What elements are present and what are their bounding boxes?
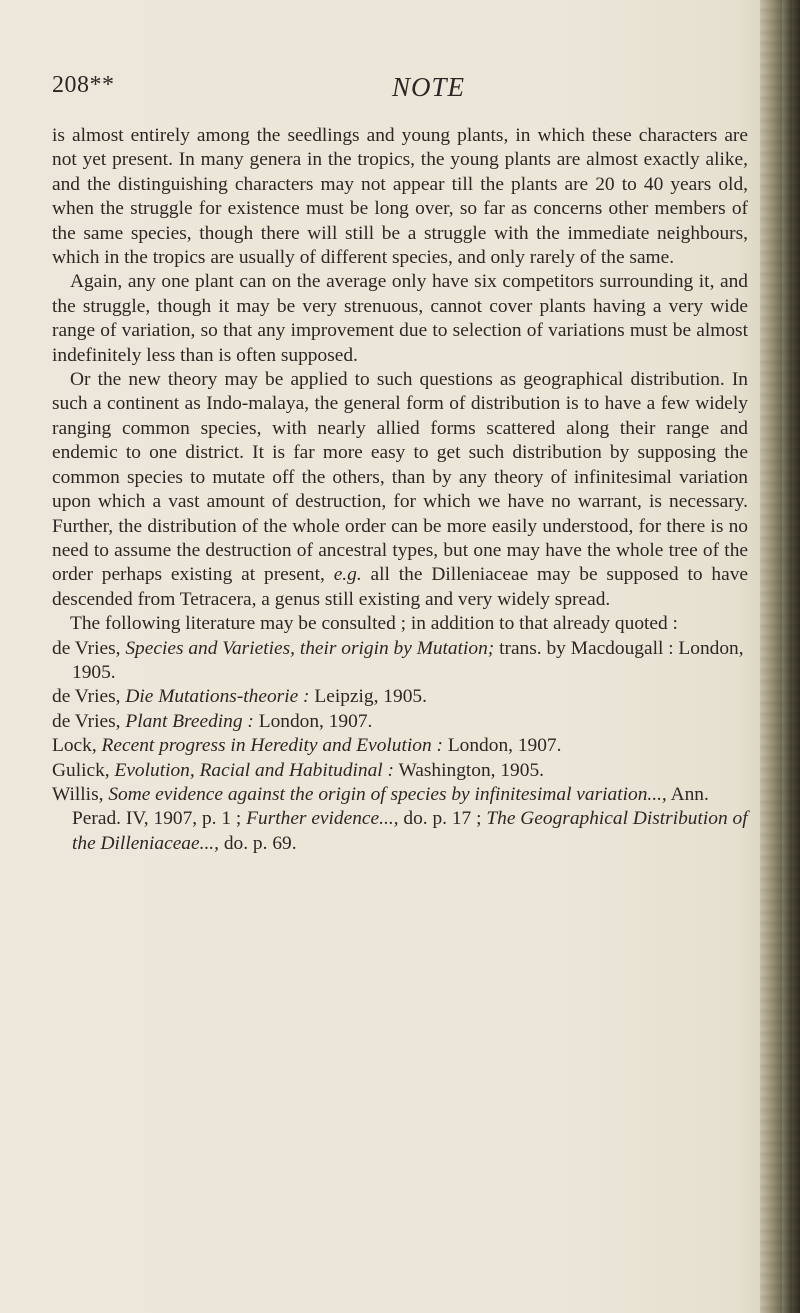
paragraph-2: Again, any one plant can on the average only have six competitors surrounding it, and the struggle, though it may be very strenuous, cannot cover plants having a very wide range of variation, so that any improvement due to selection of variations must be almost indefinitely less than is often supposed. [52, 271, 748, 366]
page-number: 208** [52, 72, 115, 98]
reference-item [52, 759, 748, 783]
page-header [52, 72, 732, 112]
paragraph-3-text: Or the new theory may be applied to such questions as geographical distribution. In such a continent as Indo-malaya, the general form of distribution is to have a few widely ranging common species, with nearly allied forms scattered along their range and endemic to one district. It is far more easy to get such distribution by supposing the common species to mutate off the others, than by any theory of infinitesimal variation upon which a vast amount of destruction, for which we have no warrant, is necessary. Further, the distribution of the whole order can be more easily understood, for there is no need to assume the destruction of ancestral types, but one may have the whole tree of the order perhaps existing at present, [52, 369, 748, 586]
spine-shadow [782, 0, 792, 1313]
reference-title: Die Mutations-theorie : [125, 686, 310, 708]
reference-author: de Vries, [52, 710, 126, 732]
paragraph-4: The following literature may be consulted ; in addition to that already quoted : [70, 613, 678, 635]
reference-details: London, 1907. [442, 735, 562, 757]
page-body [52, 124, 748, 856]
reference-title: Plant Breeding : [125, 710, 254, 732]
reference-details: Ann. Perad. IV, 1907, p. 1 ; [72, 783, 709, 830]
reference-title: Species and Varieties, their origin by Mutation; [125, 637, 495, 659]
paragraph-1: is almost entirely among the seedlings and young plants, in which these characters are not yet present. In many genera in the tropics, the young plants are almost exactly alike, and the distinguishing characters may not appear till the plants are 20 to 40 years old, when the struggle for existence must be long over, so far as concerns other members of the same species, though there will still be a struggle with the immediate neighbours, which in the tropics are usually of different species, and only rarely of the same. [52, 125, 748, 269]
reference-title-2: Further evidence..., [246, 808, 399, 830]
reference-item [52, 637, 748, 686]
reference-details: Leipzig, 1905. [309, 686, 427, 708]
reference-author: de Vries, [52, 637, 126, 659]
paragraph-3-tail: all the Dilleniaceae may be supposed to have descended from Tetracera, a genus still existing and very widely spread. [52, 564, 748, 610]
reference-author: Gulick, [52, 759, 115, 781]
reference-details: Washington, 1905. [394, 759, 544, 781]
reference-author: de Vries, [52, 686, 126, 708]
running-head: NOTE [392, 72, 466, 102]
reference-item [52, 710, 748, 734]
reference-author: Lock, [52, 735, 102, 757]
book-spine-edge [760, 0, 800, 1313]
reference-item [52, 685, 748, 709]
reference-author: Willis, [52, 783, 109, 805]
reference-details-2: do. p. 17 ; [398, 808, 487, 830]
reference-details: London, 1907. [253, 710, 373, 732]
reference-details-3: do. p. 69. [219, 832, 297, 854]
reference-title-3: The Geographical Distribution of the Dilleniaceae..., [72, 808, 748, 854]
reference-details: trans. by Macdougall : London, 1905. [72, 637, 744, 683]
reference-item [52, 783, 748, 856]
reference-title: Some evidence against the origin of species by infinitesimal variation..., [108, 783, 667, 805]
reference-title: Evolution, Racial and Habitudinal : [114, 759, 395, 781]
paragraph-3 [52, 368, 748, 612]
reference-item [52, 734, 748, 758]
reference-title: Recent progress in Heredity and Evolution : [101, 735, 443, 757]
paragraph-3-eg: e.g. [333, 564, 362, 586]
reference-list [52, 637, 748, 857]
